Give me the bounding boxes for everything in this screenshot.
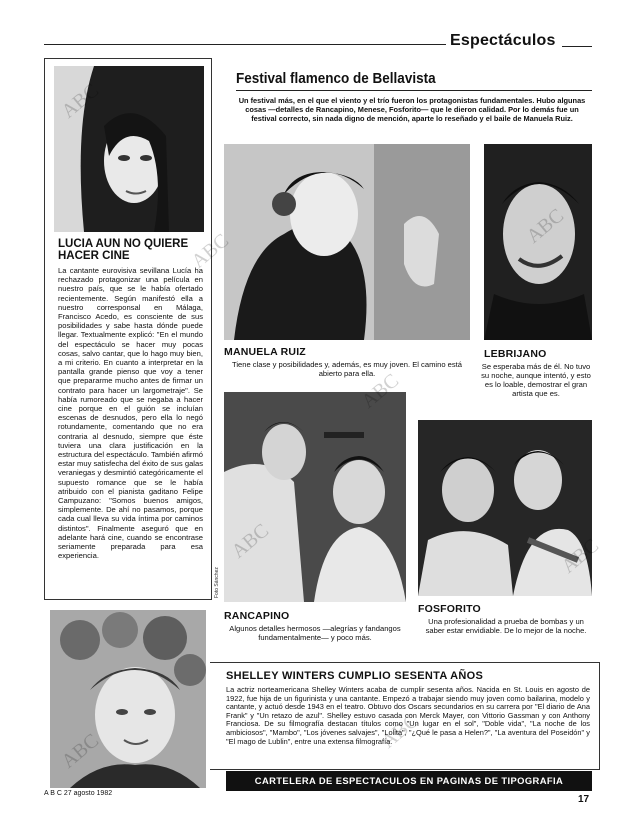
festival-title: Festival flamenco de Bellavista — [236, 70, 436, 87]
caption-text-rancapino: Algunos detalles hermosos —alegrías y fandangos fundamentalmente— y poco más. — [229, 624, 401, 642]
header-rule-right — [562, 46, 592, 47]
lucia-body: La cantante eurovisiva sevillana Lucía ha rechazado protagonizar una película en nuestro país, que se le había ofertado recientemente. Según manifestó ella a nuestro corresponsal en Málaga, Francisco Acedo, es consciente de sus posibilidades y sabe hasta dónde puede llegar. Textualmente explicó: "En el mundo del espectáculo se hacer muy pocas cosas, salvo cantar, que lo hago muy bien, a mi criterio. En cuanto a interpretar en la pantalla grande pienso que voy a tener que prepararme mucho antes de firmar un contrato para hacer un largometraje". Se había rumoreado que se negaba a hacer cine porque en el guión se incluían escenas de desnudos, pero ella lo negó rotundamente, comentando que no era contraria al desnudo, siempre que éste tuviera una clara justificación en la estructura del espectáculo. También afirmó estar muy satisfecha del éxito de sus galas veraniegas y desmintió categóricamente el supuesto romance que se le había atribuido con el pianista gaditano Felipe Campuzano: "Somos buenos amigos, simplemente. De ahí no pasamos, porque cada cual lleva su vida íntima por caminos distintos". Finalmente aseguró que en adelante hará cine, cuando se encontrase seriamente preparada para esa experiencia. — [58, 266, 203, 561]
shelley-body: La actriz norteamericana Shelley Winters acaba de cumplir sesenta años. Nacida en St. Louis en agosto de 1922, fue hija de un figurinista y una cantante. Empezó a trabajar siendo muy joven como bailarina, modelo y cantante, y actuó desde 1943 en el teatro. Obtuvo dos Oscars secundarios en su carrera por "El diario de Ana Frank" y "Un retazo de azul". Shelley estuvo casada con Merck Mayer, con Vittorio Gassman y con Anthony Franciosa. De su filmografía destacan títulos como "Un lugar en el sol", "Doble vida", "La noche de los ambiciosos", "Mambo", "Los jóvenes salvajes", "Lolita", "¿Qué le pasa a Helen?", "La aventura del Poseidón" y "El mago de Lublin", entre una extensa filmografía. — [226, 685, 590, 746]
lebrijano-photo — [484, 144, 592, 340]
caption-name-manuela-ruiz: MANUELA RUIZ — [224, 346, 306, 358]
caption-name-fosforito: FOSFORITO — [418, 603, 481, 615]
fosforito-photo — [418, 420, 592, 596]
cartelera-banner: CARTELERA DE ESPECTACULOS EN PAGINAS DE TIPOGRAFIA — [226, 771, 592, 791]
caption-text-lebrijano: Se esperaba más de él. No tuvo su noche, aunque intentó, y esto es lo loable, demostrar el gran artista que es. — [481, 362, 591, 398]
festival-rule — [236, 90, 592, 91]
footer-date: A B C 27 agosto 1982 — [44, 790, 113, 797]
rancapino-photo — [224, 392, 406, 602]
page-number: 17 — [578, 794, 590, 805]
manuela-ruiz-photo — [224, 144, 470, 340]
caption-name-rancapino: RANCAPINO — [224, 610, 290, 622]
caption-text-manuela-ruiz: Tiene clase y posibilidades y, además, es muy joven. El camino está abierto para ella. — [231, 360, 463, 378]
abc-watermark: ABC — [187, 229, 234, 273]
header-rule-left — [44, 44, 446, 45]
caption-text-fosforito: Una profesionalidad a prueba de bombas y un saber estar envidiable. De lo mejor de la noche. — [425, 617, 587, 635]
lucia-headline: LUCIA AUN NO QUIERE HACER CINE — [58, 238, 189, 262]
shelley-headline: SHELLEY WINTERS CUMPLIO SESENTA AÑOS — [226, 670, 484, 682]
festival-lead: Un festival más, en el que el viento y el trío fueron los protagonistas fundamentales. Hubo algunas cosas —detalles de Rancapino, Menese, Fosforito— que le dieron calidad. Por lo demás fue un festival correcto, sin nada digno de mención, aparte lo reseñado y el baile de Manuela Ruiz. — [238, 96, 586, 123]
photo-credit: Foto Sánchez — [214, 567, 220, 598]
lucia-photo — [54, 66, 204, 232]
shelley-winters-photo — [50, 610, 206, 788]
caption-name-lebrijano: LEBRIJANO — [484, 348, 547, 360]
abc-watermark: ABC — [377, 709, 424, 753]
section-title: Espectáculos — [450, 32, 556, 49]
